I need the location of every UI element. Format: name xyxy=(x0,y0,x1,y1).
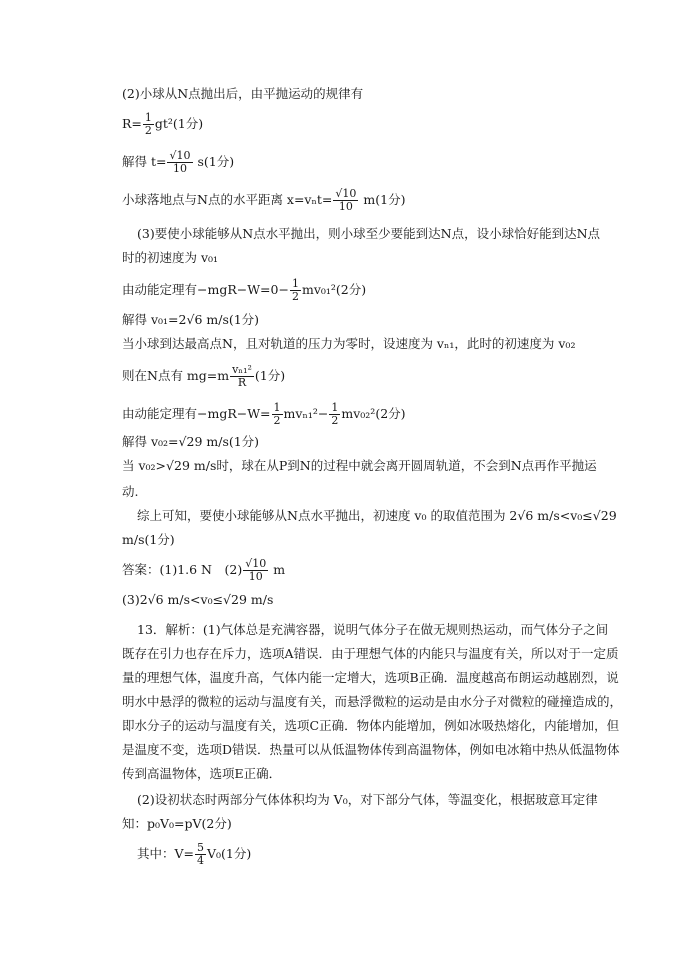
text-line: 传到高温物体，选项E正确． xyxy=(122,766,282,781)
text-line: 既存在引力也存在斥力，选项A错误．由于理想气体的内能只与温度有关，所以对于一定质 xyxy=(122,646,619,661)
text-line: 解得 v₀₁=2√6 m/s(1分) xyxy=(122,312,260,327)
formula-line: 其中：V= $\frac{5}{4}$ V₀(1分) xyxy=(137,841,252,867)
answer-line: 答案：(1)1.6 N (2) $\frac{√10}{10}$ m xyxy=(122,557,286,583)
text-line: 量的理想气体，温度升高，气体内能一定增大，选项B正确．温度越高布朗运动越剧烈，说 xyxy=(122,670,619,685)
text-line: 明水中悬浮的微粒的运动与温度有关，而悬浮微粒的运动是由水分子对微粒的碰撞造成的， xyxy=(122,694,623,709)
text-line: 是温度不变，选项D错误．热量可以从低温物体传到高温物体，例如电冰箱中热从低温物体 xyxy=(122,742,620,757)
text-line: 解得 v₀₂=√29 m/s(1分) xyxy=(122,434,260,449)
formula-line: 由动能定理有−mgR−W= $\frac{1}{2}$ mvₙ₁²− $\frac{1}{2}$ mv₀₂²(2分) xyxy=(122,401,406,427)
text-line: 当小球到达最高点N，且对轨道的压力为零时，设速度为 vₙ₁，此时的初速度为 v₀₂ xyxy=(122,336,576,351)
text-line: (2)小球从N点抛出后，由平抛运动的规律有 xyxy=(122,86,364,101)
formula-line: 由动能定理有−mgR−W=0− $\frac{1}{2}$ mv₀₁²(2分) xyxy=(122,277,367,303)
text-line: (2)设初状态时两部分气体体积均为 V₀，对下部分气体，等温变化，根据玻意耳定律 xyxy=(137,792,598,807)
text-line: 时的初速度为 v₀₁ xyxy=(122,250,219,265)
formula-line: 则在N点有 mg=m $\frac{\text{vₙ₁²}}{R}$ (1分) xyxy=(122,363,286,389)
text-line: 知：p₀V₀=pV(2分) xyxy=(122,816,232,831)
formula-line: 小球落地点与N点的水平距离 x=vₙt= $\frac{√10}{10}$ m(1分) xyxy=(122,187,406,213)
text-line: (3)要使小球能够从N点水平抛出，则小球至少要能到达N点，设小球恰好能到达N点 xyxy=(137,226,601,241)
text-line: 13．解析：(1)气体总是充满容器，说明气体分子在做无规则热运动，而气体分子之间 xyxy=(137,622,609,637)
answer-line: (3)2√6 m/s<v₀≤√29 m/s xyxy=(122,592,274,607)
text-line: 综上可知，要使小球能够从N点水平抛出，初速度 v₀ 的取值范围为 2√6 m/s<v₀≤√29 xyxy=(137,508,617,523)
text-line: 动. xyxy=(122,484,139,499)
formula-line: R= $\frac{1}{2}$ gt²(1分) xyxy=(122,111,204,137)
text-line: 当 v₀₂>√29 m/s时，球在从P到N的过程中就会离开圆周轨道，不会到N点再作平抛运 xyxy=(122,458,597,473)
formula-line: 解得 t= $\frac{√10}{10}$ s(1分) xyxy=(122,149,235,175)
text-line: 即水分子的运动与温度有关，选项C正确．物体内能增加，例如冰吸热熔化，内能增加，但 xyxy=(122,718,620,733)
text-line: m/s(1分) xyxy=(122,532,175,547)
